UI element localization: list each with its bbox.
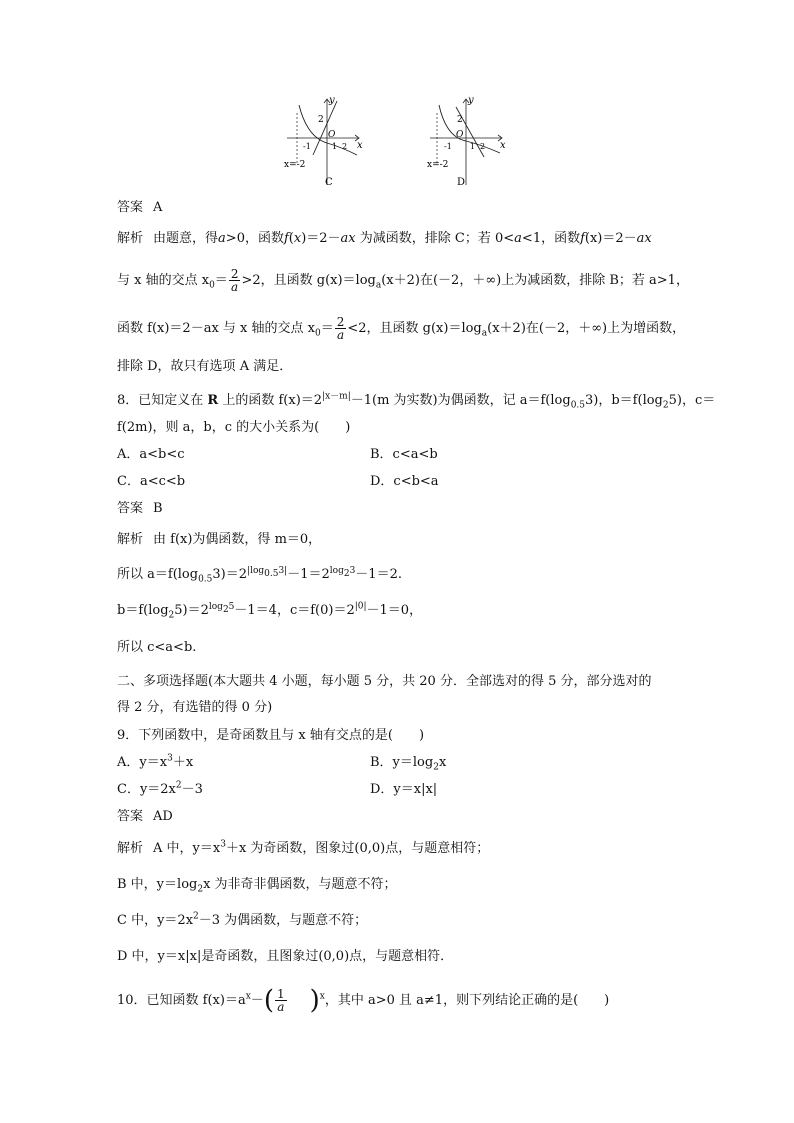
q9-text: ＋x 为奇函数，图象过(0,0)点，与题意相符；	[225, 841, 490, 856]
q8-option-d: D．c<b<a	[370, 474, 439, 489]
q10-paren-right: )	[309, 985, 320, 1016]
graph-d-caption: D	[457, 177, 466, 188]
q10-text: 10．已知函数 f(x)＝a	[117, 993, 246, 1008]
q7-text: ＝	[214, 273, 228, 288]
graph-d-svg	[426, 95, 506, 190]
graph-d-tick-neg1: -1	[444, 142, 452, 151]
q9-answer-line	[117, 808, 173, 826]
frac-den: a	[277, 1000, 285, 1014]
q7-answer-line	[117, 199, 162, 217]
q7-var: f	[283, 231, 289, 246]
q9-text: B 中，y＝log	[117, 877, 198, 892]
q8-sup: |x－m|	[322, 391, 351, 402]
q9-text: x	[438, 755, 447, 770]
graph-c	[283, 95, 363, 190]
q8-sup-sub: 2	[222, 604, 229, 615]
graph-c-y-tick: 2	[318, 115, 324, 125]
q7-analysis-line-2	[117, 268, 689, 293]
q8-text: －1＝0，	[366, 603, 423, 618]
q7-text: <1，函数	[521, 231, 581, 246]
answer-label: 答案	[117, 809, 144, 824]
analysis-label: 解析	[117, 841, 144, 856]
q8-option-c: C．a<c<b	[117, 474, 186, 489]
q7-analysis-line-3	[117, 316, 685, 341]
q7-var: x	[293, 231, 302, 246]
q8-sub: 2	[662, 400, 669, 411]
q8-text: 5)＝2	[174, 603, 209, 618]
q8-text: －1＝4，c＝f(0)＝2	[234, 603, 355, 618]
q9-sup: 3	[220, 839, 226, 850]
graph-c-y-label: y	[329, 95, 335, 106]
q9-answer: AD	[153, 809, 173, 824]
q7-var: ax	[636, 231, 652, 246]
q8-sub: 0.5	[570, 400, 586, 411]
graph-c-asymptote-label: x=-2	[284, 160, 306, 170]
q8-sup-part: 3	[349, 565, 356, 576]
q9-text: －3 为偶函数，与题意不符；	[198, 913, 368, 928]
q9-analysis-line-1	[117, 840, 489, 858]
q7-text: 函数 f(x)＝2－ax 与 x 轴的交点 x	[117, 321, 315, 336]
q8-sup: |0|	[354, 601, 367, 612]
q7-text: ＝	[320, 321, 334, 336]
answer-label: 答案	[117, 501, 144, 516]
q8-bold-R: R	[207, 393, 219, 408]
q9-sup: 3	[167, 753, 173, 764]
q7-answer: A	[153, 200, 163, 215]
q7-sub: 0	[209, 280, 215, 291]
frac-num: 2	[230, 267, 239, 281]
q8-text: b＝f(log	[117, 603, 169, 618]
q10-text: －	[250, 993, 264, 1008]
q8-sup	[247, 565, 288, 579]
q8-sup-part: log	[329, 565, 344, 576]
q9-sup: 2	[193, 911, 199, 922]
answer-label: 答案	[117, 200, 144, 215]
graph-c-tick-2: 2	[342, 142, 348, 151]
q7-var: a	[514, 231, 522, 246]
q8-sup-sub: 0.5	[264, 568, 279, 579]
graph-c-origin: O	[328, 130, 336, 140]
q9-text: x 为非奇非偶函数，与题意不符；	[203, 877, 397, 892]
q8-stem-line-1	[117, 392, 715, 410]
graph-d-asymptote-label: x=-2	[427, 160, 449, 170]
q8-sup-sub: 2	[343, 568, 350, 579]
q7-text: (x＋2)在(－2，＋∞)上为增函数，	[487, 321, 686, 336]
graph-d	[426, 95, 506, 190]
q7-sub: a	[375, 280, 382, 291]
q8-answer-line	[117, 500, 163, 518]
q10-stem	[117, 985, 610, 1016]
graph-d-tick-1: 1	[470, 142, 476, 151]
q8-text: －1＝2.	[355, 567, 402, 582]
graph-c-caption: C	[325, 177, 333, 188]
q7-sub: a	[481, 328, 488, 339]
graph-d-origin: O	[456, 130, 464, 140]
q8-text: 3)，b＝f(log	[585, 393, 663, 408]
q9-text: B．y＝log	[370, 755, 434, 770]
q9-text: C．y＝2x	[117, 782, 176, 797]
q9-text: C 中，y＝2x	[117, 913, 194, 928]
q8-text: 8．已知定义在	[117, 393, 208, 408]
graph-d-tick-2: 2	[480, 142, 486, 151]
graph-d-y-label: y	[468, 95, 474, 106]
graph-c-tick-neg1: -1	[303, 142, 311, 151]
q7-var: ax	[340, 231, 356, 246]
q10-text: ，其中 a>0 且 a≠1，则下列结论正确的是( )	[324, 993, 610, 1008]
q8-text: 上的函数 f(x)＝2	[218, 393, 323, 408]
q10-fraction	[275, 988, 287, 1013]
q10-sup: x	[245, 991, 251, 1002]
q7-text: (x＋2)在(－2，＋∞)上为减函数，排除 B；若 a>1，	[381, 273, 689, 288]
q8-sub: 0.5	[198, 574, 213, 585]
q7-text: >2，且函数 g(x)＝log	[241, 273, 376, 288]
frac-den: a	[231, 280, 239, 294]
q8-text: 由 f(x)为偶函数，得 m＝0，	[153, 532, 322, 547]
q9-text: ＋x	[172, 755, 194, 770]
q9-text: A．y＝x	[117, 755, 168, 770]
section2-heading-line-2: 得 2 分，有选错的得 0 分)	[117, 700, 273, 715]
frac-num: 1	[276, 987, 285, 1001]
q10-sup: x	[319, 991, 325, 1002]
q8-stem-line-2: f(2m)，则 a，b，c 的大小关系为( )	[117, 420, 351, 435]
q7-fraction	[229, 268, 241, 293]
q8-analysis-line-4: 所以 c<a<b.	[117, 640, 197, 655]
q9-analysis-line-4: D 中，y＝x|x|是奇函数，且图象过(0,0)点，与题意相符．	[117, 949, 454, 964]
q9-text: A 中，y＝x	[153, 841, 221, 856]
q8-sup-part: 3|	[278, 565, 288, 576]
q7-text: >0，函数	[225, 231, 284, 246]
q9-option-c	[117, 781, 203, 799]
q8-analysis-line-1	[117, 531, 321, 549]
q9-analysis-line-2	[117, 876, 397, 894]
q8-option-b: B．c<a<b	[370, 447, 438, 462]
q8-sup-part: |log	[247, 565, 265, 576]
q9-sub: 2	[433, 762, 439, 773]
q8-option-a: A．a<b<c	[117, 447, 185, 462]
q9-option-a	[117, 754, 193, 772]
q9-text: －3	[181, 782, 203, 797]
q9-sup: 2	[175, 780, 182, 791]
q7-text: )＝2－	[301, 231, 341, 246]
q9-analysis-line-3	[117, 912, 367, 930]
frac-num: 2	[336, 315, 345, 329]
graph-c-x-label: x	[357, 140, 363, 151]
section2-heading-line-1: 二、多项选择题(本大题共 4 小题，每小题 5 分，共 20 分．全部选对的得 5 分，部分选对的	[117, 674, 652, 689]
analysis-label: 解析	[117, 231, 144, 246]
q8-sup	[208, 601, 235, 615]
q7-text: 与 x 轴的交点 x	[117, 273, 210, 288]
q7-text: (	[288, 231, 294, 246]
q7-text: <2，且函数 g(x)＝log	[347, 321, 482, 336]
q8-sup	[329, 565, 356, 579]
q9-sub: 2	[197, 884, 204, 895]
q8-sup-part: log	[208, 601, 223, 612]
q7-analysis-line-4: 排除 D，故只有选项 A 满足．	[117, 359, 293, 374]
q7-fraction-2	[335, 316, 347, 341]
q8-analysis-line-3	[117, 602, 422, 620]
q10-paren-left: (	[263, 985, 274, 1016]
q7-text: 由题意，得	[153, 231, 219, 246]
graph-d-x-label: x	[500, 140, 506, 151]
q7-text: 为减函数，排除 C；若 0<	[355, 231, 515, 246]
q8-text: －1(m 为实数)为偶函数，记 a＝f(log	[350, 393, 571, 408]
graph-c-tick-1: 1	[332, 142, 338, 151]
graph-c-svg	[283, 95, 363, 190]
q8-text: 所以 a＝f(log	[117, 567, 199, 582]
q8-text: 3)＝2	[212, 567, 248, 582]
q8-sup-part: 5	[228, 601, 235, 612]
q7-var: f	[580, 231, 585, 246]
frac-den: a	[336, 328, 345, 342]
q7-analysis-line-1	[117, 230, 652, 248]
q9-option-d: D．y＝x|x|	[370, 782, 438, 797]
q7-text: (x)＝2－	[584, 231, 637, 246]
q7-sub: 0	[314, 328, 321, 339]
q8-sub: 2	[168, 610, 175, 621]
q9-stem: 9．下列函数中，是奇函数且与 x 轴有交点的是( )	[117, 728, 425, 743]
q8-text: 5)，c＝	[668, 393, 716, 408]
q8-text: －1＝2	[287, 567, 330, 582]
q7-var: a	[218, 231, 226, 246]
q8-analysis-line-2	[117, 566, 402, 584]
q8-answer: B	[153, 501, 163, 516]
analysis-label: 解析	[117, 532, 144, 547]
q9-option-b	[370, 754, 446, 772]
graph-d-y-tick: 2	[457, 115, 463, 125]
